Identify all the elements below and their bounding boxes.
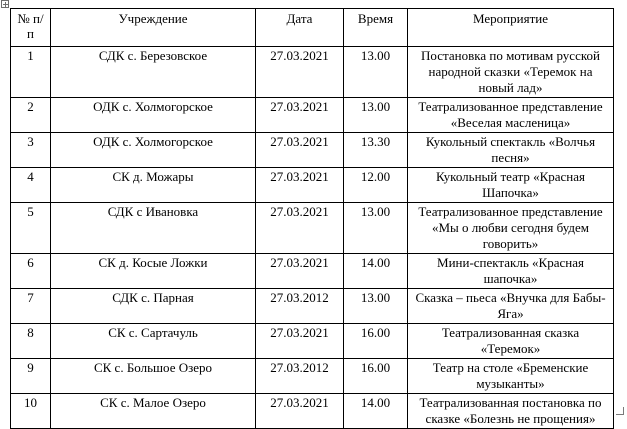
table-row bbox=[11, 98, 614, 133]
row-institution: СК д. Косые Ложки bbox=[51, 254, 256, 289]
row-num: 9 bbox=[11, 359, 51, 394]
row-time: 13.00 bbox=[344, 203, 408, 254]
header-institution: Учреждение bbox=[51, 9, 256, 47]
row-event: Театрализованное представление «Веселая масленица» bbox=[408, 98, 614, 133]
row-institution: ОДК с. Холмогорское bbox=[51, 133, 256, 168]
header-time: Время bbox=[344, 9, 408, 47]
row-event: Постановка по мотивам русской народной сказки «Теремок на новый лад» bbox=[408, 47, 614, 98]
row-institution: СК с. Большое Озеро bbox=[51, 359, 256, 394]
row-time: 12.00 bbox=[344, 168, 408, 203]
row-date: 27.03.2021 bbox=[256, 203, 344, 254]
row-num: 10 bbox=[11, 394, 51, 429]
header-date: Дата bbox=[256, 9, 344, 47]
row-institution: СДК с Ивановка bbox=[51, 203, 256, 254]
row-date: 27.03.2021 bbox=[256, 47, 344, 98]
table-header-row bbox=[11, 9, 614, 47]
table-row bbox=[11, 394, 614, 429]
row-time: 14.00 bbox=[344, 254, 408, 289]
table-row bbox=[11, 254, 614, 289]
row-event: Театрализованная сказка «Теремок» bbox=[408, 324, 614, 359]
row-event: Кукольный спектакль «Волчья песня» bbox=[408, 133, 614, 168]
row-num: 5 bbox=[11, 203, 51, 254]
row-date: 27.03.2012 bbox=[256, 289, 344, 324]
row-event: Театрализованная постановка по сказке «Болезнь не прощения» bbox=[408, 394, 614, 429]
row-event: Мини-спектакль «Красная шапочка» bbox=[408, 254, 614, 289]
row-institution: ОДК с. Холмогорское bbox=[51, 98, 256, 133]
row-date: 27.03.2021 bbox=[256, 394, 344, 429]
row-date: 27.03.2021 bbox=[256, 133, 344, 168]
row-event: Театрализованное представление «Мы о любви сегодня будем говорить» bbox=[408, 203, 614, 254]
header-event: Мероприятие bbox=[408, 9, 614, 47]
row-event: Кукольный театр «Красная Шапочка» bbox=[408, 168, 614, 203]
row-event: Театр на столе «Бременские музыканты» bbox=[408, 359, 614, 394]
row-event: Сказка – пьеса «Внучка для Бабы-Яга» bbox=[408, 289, 614, 324]
table-row bbox=[11, 324, 614, 359]
row-time: 13.00 bbox=[344, 47, 408, 98]
row-institution: СК д. Можары bbox=[51, 168, 256, 203]
row-num: 6 bbox=[11, 254, 51, 289]
table-resize-handle-icon[interactable] bbox=[616, 407, 624, 415]
row-date: 27.03.2021 bbox=[256, 324, 344, 359]
row-time: 16.00 bbox=[344, 359, 408, 394]
row-date: 27.03.2021 bbox=[256, 98, 344, 133]
events-table bbox=[10, 8, 614, 429]
row-num: 4 bbox=[11, 168, 51, 203]
row-num: 3 bbox=[11, 133, 51, 168]
row-time: 13.00 bbox=[344, 289, 408, 324]
row-institution: СДК с. Парная bbox=[51, 289, 256, 324]
table-row bbox=[11, 203, 614, 254]
header-num: № п/п bbox=[11, 9, 51, 47]
table-move-handle-icon[interactable] bbox=[1, 0, 9, 8]
table-row bbox=[11, 359, 614, 394]
row-num: 1 bbox=[11, 47, 51, 98]
table-row bbox=[11, 168, 614, 203]
row-institution: СК с. Малое Озеро bbox=[51, 394, 256, 429]
row-num: 2 bbox=[11, 98, 51, 133]
row-num: 7 bbox=[11, 289, 51, 324]
row-time: 13.30 bbox=[344, 133, 408, 168]
row-date: 27.03.2021 bbox=[256, 254, 344, 289]
row-time: 16.00 bbox=[344, 324, 408, 359]
table-row bbox=[11, 289, 614, 324]
row-time: 14.00 bbox=[344, 394, 408, 429]
row-institution: СДК с. Березовское bbox=[51, 47, 256, 98]
table-row bbox=[11, 47, 614, 98]
row-date: 27.03.2012 bbox=[256, 359, 344, 394]
row-time: 13.00 bbox=[344, 98, 408, 133]
row-date: 27.03.2021 bbox=[256, 168, 344, 203]
table-row bbox=[11, 133, 614, 168]
row-num: 8 bbox=[11, 324, 51, 359]
row-institution: СК с. Сартачуль bbox=[51, 324, 256, 359]
